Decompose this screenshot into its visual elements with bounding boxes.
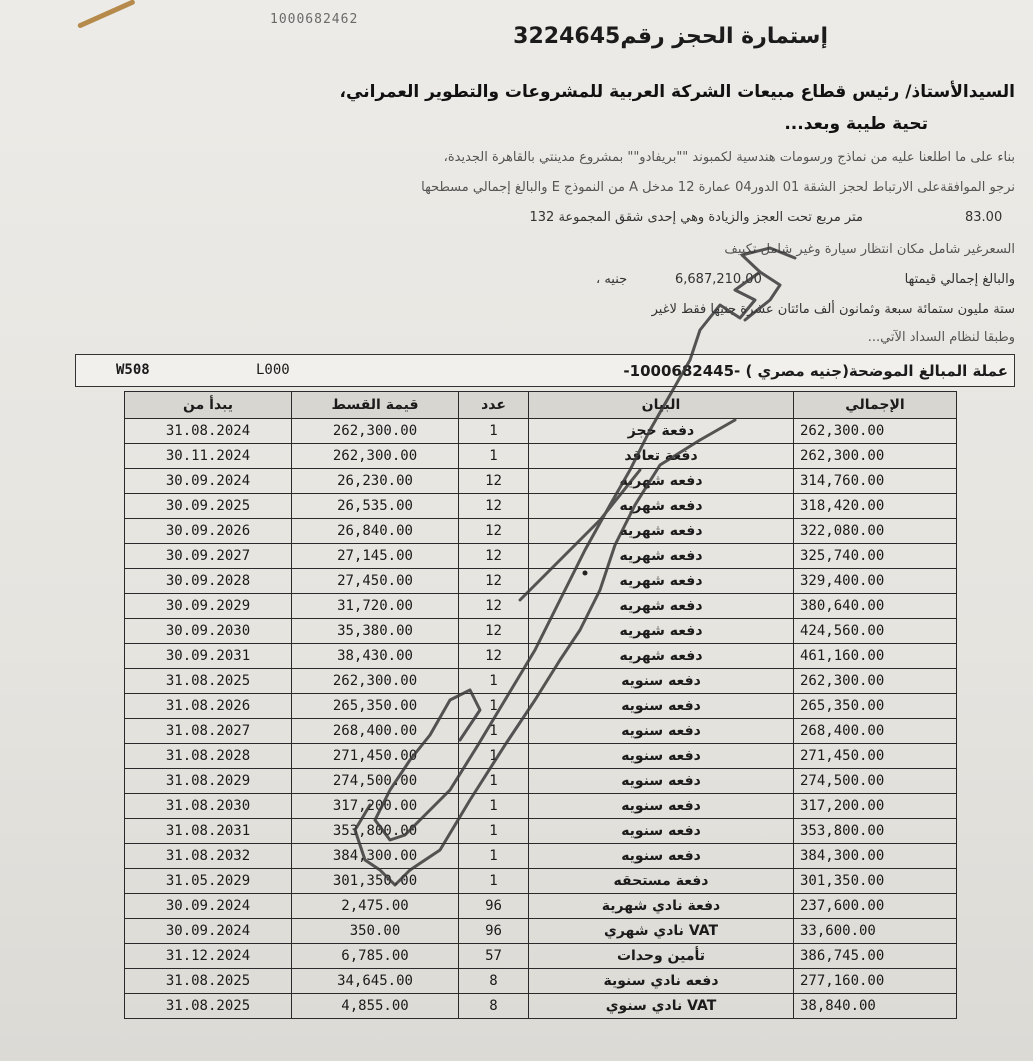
paragraph-line-1: بناء على ما اطلعنا عليه من نماذج ورسومات هندسية لكمبوند ""بريفادو"" بمشروع مدينتي بالقاهرة الجديدة، [443, 150, 1015, 165]
start-date-cell: 31.08.2025 [125, 969, 292, 994]
pen-mark [77, 0, 136, 29]
document-number: 1000682462 [270, 12, 359, 27]
table-row [125, 419, 957, 444]
start-date-cell: 31.05.2029 [125, 869, 292, 894]
installment-cell: 27,450.00 [292, 569, 459, 594]
description-cell: دفعة نادي شهرية [529, 894, 794, 919]
installment-cell: 353,800.00 [292, 819, 459, 844]
count-cell: 1 [459, 769, 529, 794]
count-cell: 1 [459, 719, 529, 744]
count-cell: 12 [459, 569, 529, 594]
start-date-cell: 31.08.2025 [125, 994, 292, 1019]
total-cell: 262,300.00 [794, 419, 957, 444]
total-cell: 33,600.00 [794, 919, 957, 944]
installment-cell: 271,450.00 [292, 744, 459, 769]
count-cell: 96 [459, 919, 529, 944]
table-body [125, 419, 957, 1019]
total-cell: 277,160.00 [794, 969, 957, 994]
addressee-line: السيدالأستاذ/ رئيس قطاع مبيعات الشركة العربية للمشروعات والتطوير العمراني، [339, 82, 1015, 102]
installment-cell: 262,300.00 [292, 669, 459, 694]
total-price-unit: جنيه ، [596, 272, 628, 287]
total-cell: 329,400.00 [794, 569, 957, 594]
count-cell: 12 [459, 619, 529, 644]
description-cell: دفعه سنويه [529, 744, 794, 769]
description-cell: دفعه نادي سنوية [529, 969, 794, 994]
total-cell: 380,640.00 [794, 594, 957, 619]
start-date-cell: 31.08.2028 [125, 744, 292, 769]
installment-cell: 2,475.00 [292, 894, 459, 919]
table-row [125, 969, 957, 994]
table-row [125, 994, 957, 1019]
start-date-cell: 31.08.2027 [125, 719, 292, 744]
start-date-cell: 30.09.2026 [125, 519, 292, 544]
start-date-cell: 31.08.2024 [125, 419, 292, 444]
installment-cell: 4,855.00 [292, 994, 459, 1019]
total-cell: 384,300.00 [794, 844, 957, 869]
currency-label: عملة المبالغ الموضحة(جنيه مصري ) -1000682445- [623, 362, 1008, 380]
count-cell: 1 [459, 819, 529, 844]
installment-cell: 262,300.00 [292, 444, 459, 469]
count-cell: 1 [459, 669, 529, 694]
total-cell: 262,300.00 [794, 444, 957, 469]
description-cell: دفعه شهريه [529, 519, 794, 544]
table-row [125, 694, 957, 719]
start-date-cell: 31.08.2029 [125, 769, 292, 794]
start-date-cell: 31.08.2030 [125, 794, 292, 819]
total-cell: 386,745.00 [794, 944, 957, 969]
description-cell: دفعه سنويه [529, 769, 794, 794]
table-row [125, 569, 957, 594]
paragraph-line-2: نرجو الموافقةعلى الارتباط لحجز الشقة 01 الدور04 عمارة 12 مدخل A من النموذج E والبالغ إجمالي مسطحها [421, 180, 1015, 195]
total-cell: 325,740.00 [794, 544, 957, 569]
table-row [125, 619, 957, 644]
count-cell: 12 [459, 594, 529, 619]
total-cell: 424,560.00 [794, 619, 957, 644]
total-cell: 353,800.00 [794, 819, 957, 844]
description-cell: دفعه شهريه [529, 594, 794, 619]
table-row [125, 719, 957, 744]
installment-cell: 317,200.00 [292, 794, 459, 819]
page-title: إستمارة الحجز رقم3224645 [513, 24, 828, 49]
code-w: W508 [116, 362, 150, 378]
col-header-installment: قيمة القسط [292, 392, 459, 419]
description-cell: دفعه شهريه [529, 494, 794, 519]
count-cell: 1 [459, 794, 529, 819]
description-cell: VAT نادي سنوي [529, 994, 794, 1019]
installment-cell: 6,785.00 [292, 944, 459, 969]
description-cell: دفعه سنويه [529, 794, 794, 819]
installment-cell: 274,500.00 [292, 769, 459, 794]
description-cell: دفعه سنويه [529, 844, 794, 869]
count-cell: 1 [459, 869, 529, 894]
start-date-cell: 30.09.2024 [125, 919, 292, 944]
start-date-cell: 31.08.2032 [125, 844, 292, 869]
count-cell: 57 [459, 944, 529, 969]
installment-cell: 38,430.00 [292, 644, 459, 669]
description-cell: دفعه شهريه [529, 644, 794, 669]
col-header-total: الإجمالي [794, 392, 957, 419]
start-date-cell: 31.08.2025 [125, 669, 292, 694]
description-cell: دفعه سنويه [529, 819, 794, 844]
total-cell: 461,160.00 [794, 644, 957, 669]
start-date-cell: 31.08.2031 [125, 819, 292, 844]
installment-cell: 301,350.00 [292, 869, 459, 894]
total-cell: 271,450.00 [794, 744, 957, 769]
description-cell: تأمين وحدات [529, 944, 794, 969]
table-row [125, 769, 957, 794]
description-cell: دفعه شهريه [529, 544, 794, 569]
table-row [125, 919, 957, 944]
greeting-line: تحية طيبة وبعد... [784, 114, 928, 134]
start-date-cell: 30.11.2024 [125, 444, 292, 469]
table-row [125, 494, 957, 519]
table-row [125, 644, 957, 669]
table-row [125, 444, 957, 469]
count-cell: 12 [459, 519, 529, 544]
total-cell: 268,400.00 [794, 719, 957, 744]
total-cell: 317,200.00 [794, 794, 957, 819]
description-cell: دفعه شهريه [529, 619, 794, 644]
col-header-description: البيان [529, 392, 794, 419]
count-cell: 12 [459, 644, 529, 669]
paragraph-line-4: السعرغير شامل مكان انتظار سيارة وغير شامل تكييف [724, 242, 1015, 257]
total-cell: 314,760.00 [794, 469, 957, 494]
start-date-cell: 30.09.2030 [125, 619, 292, 644]
description-cell: دفعة حجز [529, 419, 794, 444]
table-header-row [125, 392, 957, 419]
table-row [125, 469, 957, 494]
installment-cell: 265,350.00 [292, 694, 459, 719]
description-cell: دفعة تعاقد [529, 444, 794, 469]
count-cell: 8 [459, 994, 529, 1019]
count-cell: 12 [459, 469, 529, 494]
installment-cell: 34,645.00 [292, 969, 459, 994]
count-cell: 1 [459, 419, 529, 444]
installment-cell: 26,230.00 [292, 469, 459, 494]
installment-cell: 268,400.00 [292, 719, 459, 744]
table-row [125, 794, 957, 819]
total-cell: 301,350.00 [794, 869, 957, 894]
count-cell: 8 [459, 969, 529, 994]
table-row [125, 894, 957, 919]
start-date-cell: 30.09.2027 [125, 544, 292, 569]
description-cell: دفعه سنويه [529, 694, 794, 719]
table-row [125, 594, 957, 619]
count-cell: 1 [459, 694, 529, 719]
total-cell: 318,420.00 [794, 494, 957, 519]
description-cell: دفعه سنويه [529, 669, 794, 694]
start-date-cell: 30.09.2028 [125, 569, 292, 594]
count-cell: 1 [459, 444, 529, 469]
area-value: 83.00 [965, 210, 1003, 225]
table-row [125, 744, 957, 769]
description-cell: دفعة مستحقه [529, 869, 794, 894]
table-row [125, 819, 957, 844]
col-header-count: عدد [459, 392, 529, 419]
paragraph-line-3: متر مربع تحت العجز والزيادة وهي إحدى شقق المجموعة 132 [529, 210, 863, 225]
total-price-label: والبالغ إجمالي قيمتها [904, 272, 1015, 287]
start-date-cell: 30.09.2031 [125, 644, 292, 669]
total-price-value: 6,687,210.00 [675, 272, 762, 287]
total-cell: 265,350.00 [794, 694, 957, 719]
table-row [125, 944, 957, 969]
total-cell: 322,080.00 [794, 519, 957, 544]
start-date-cell: 30.09.2029 [125, 594, 292, 619]
count-cell: 1 [459, 844, 529, 869]
description-cell: دفعه سنويه [529, 719, 794, 744]
installment-cell: 26,840.00 [292, 519, 459, 544]
total-cell: 38,840.00 [794, 994, 957, 1019]
installment-cell: 35,380.00 [292, 619, 459, 644]
description-cell: دفعه شهريه [529, 569, 794, 594]
table-row [125, 519, 957, 544]
installment-cell: 350.00 [292, 919, 459, 944]
count-cell: 12 [459, 494, 529, 519]
start-date-cell: 30.09.2024 [125, 894, 292, 919]
installment-cell: 26,535.00 [292, 494, 459, 519]
start-date-cell: 30.09.2025 [125, 494, 292, 519]
code-l: L000 [256, 362, 290, 378]
installment-cell: 27,145.00 [292, 544, 459, 569]
total-cell: 274,500.00 [794, 769, 957, 794]
currency-band [75, 354, 1015, 387]
start-date-cell: 30.09.2024 [125, 469, 292, 494]
price-in-words: ستة مليون ستمائة سبعة وثمانون ألف مائتان عشرة جنيها فقط لاغير [651, 302, 1015, 317]
count-cell: 1 [459, 744, 529, 769]
total-cell: 262,300.00 [794, 669, 957, 694]
table-row [125, 844, 957, 869]
description-cell: VAT نادي شهري [529, 919, 794, 944]
installment-cell: 31,720.00 [292, 594, 459, 619]
payment-schedule-table [124, 391, 957, 1019]
col-header-start: يبدأ من [125, 392, 292, 419]
count-cell: 12 [459, 544, 529, 569]
payment-system-line: وطبقا لنظام السداد الآتي... [867, 330, 1015, 345]
installment-cell: 262,300.00 [292, 419, 459, 444]
description-cell: دفعه شهريه [529, 469, 794, 494]
table-row [125, 669, 957, 694]
start-date-cell: 31.08.2026 [125, 694, 292, 719]
count-cell: 96 [459, 894, 529, 919]
start-date-cell: 31.12.2024 [125, 944, 292, 969]
table-row [125, 869, 957, 894]
installment-cell: 384,300.00 [292, 844, 459, 869]
total-cell: 237,600.00 [794, 894, 957, 919]
table-row [125, 544, 957, 569]
